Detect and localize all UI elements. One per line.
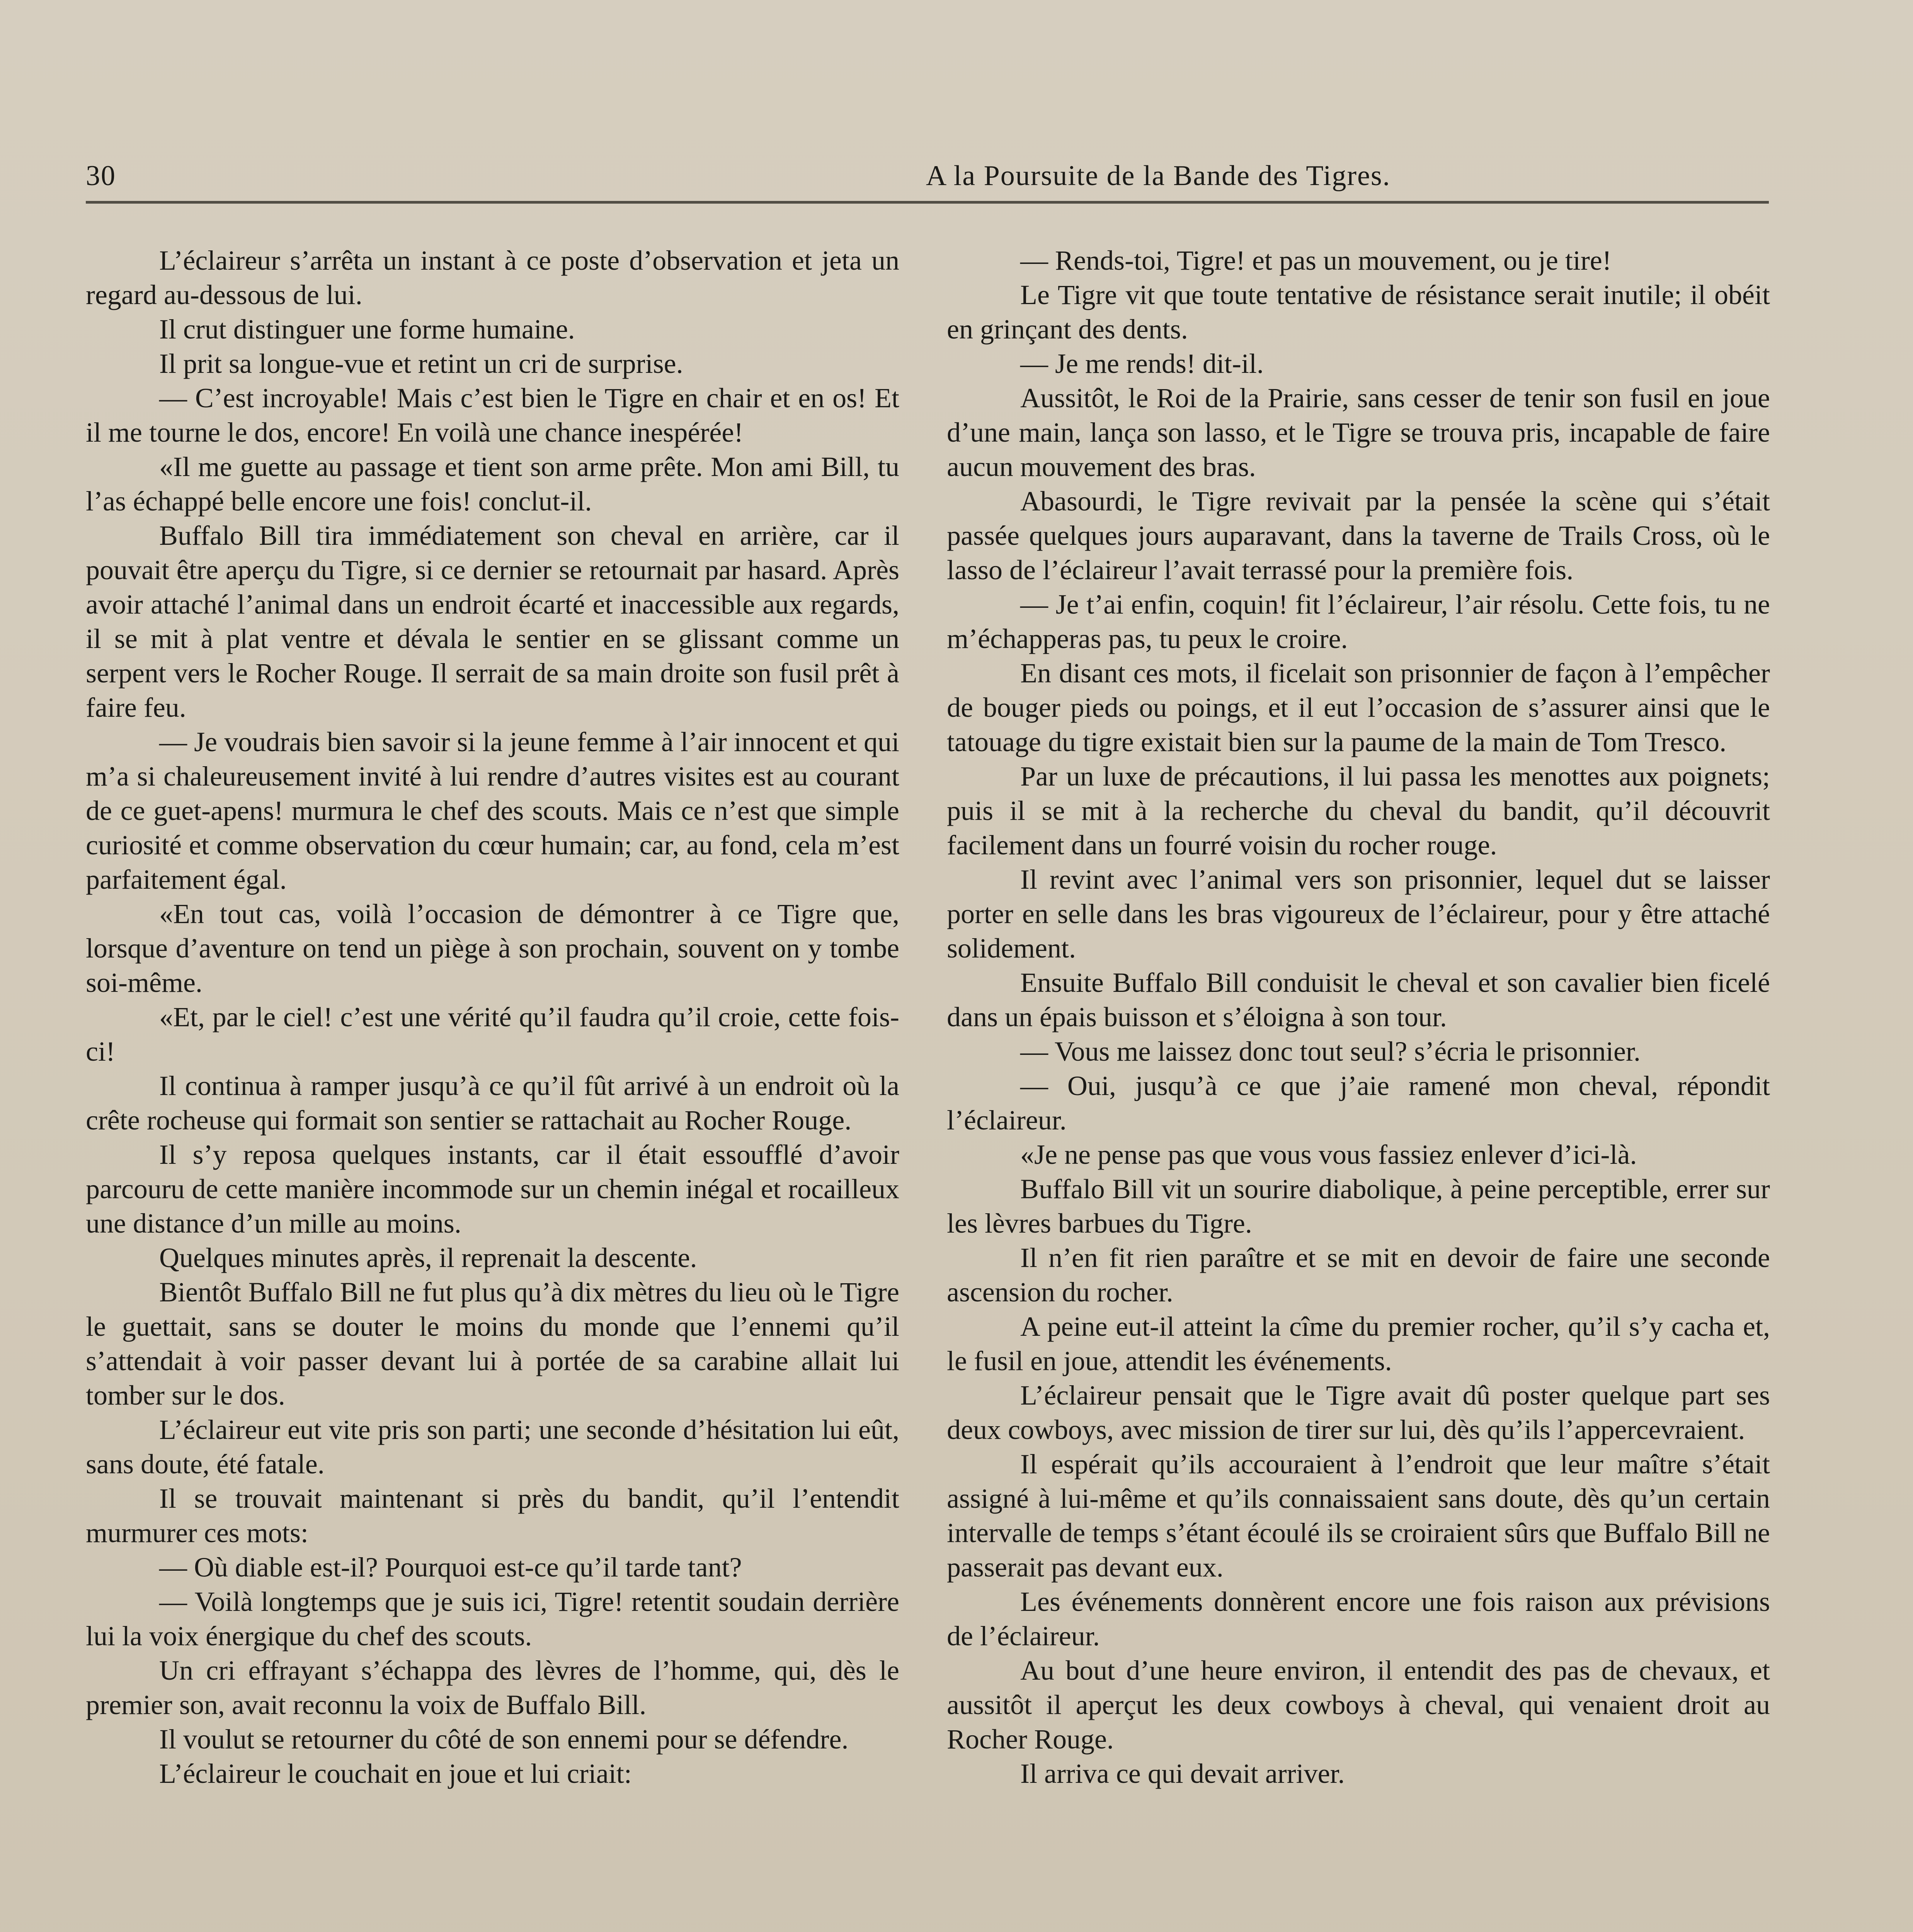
paragraph: Aussitôt, le Roi de la Prairie, sans cesser de tenir son fusil en joue d’une main, lança son lasso, et le Tigre se trouva pris, incapable de faire aucun mouvement des bras. [947, 383, 1770, 482]
paragraph: Buffalo Bill vit un sourire diabolique, à peine perceptible, errer sur les lèvres barbues du Tigre. [947, 1173, 1770, 1239]
paragraph: Les événements donnèrent encore une fois raison aux prévisions de l’éclaireur. [947, 1586, 1770, 1651]
paragraph: Il s’y reposa quelques instants, car il était essoufflé d’avoir parcouru de cette manière incommode sur un chemin inégal et rocailleux une distance d’un mille au moins. [86, 1139, 899, 1239]
paragraph: Un cri effrayant s’échappa des lèvres de l’homme, qui, dès le premier son, avait reconnu la voix de Buffalo Bill. [86, 1655, 899, 1720]
paragraph: Il n’en fit rien paraître et se mit en devoir de faire une seconde ascension du rocher. [947, 1242, 1770, 1308]
running-title: A la Poursuite de la Bande des Tigres. [926, 160, 1391, 192]
paragraph: Il se trouvait maintenant si près du bandit, qu’il l’entendit murmurer ces mots: [86, 1483, 899, 1548]
page-header [86, 153, 1769, 199]
paragraph: Buffalo Bill tira immédiatement son cheval en arrière, car il pouvait être aperçu du Tigre, si ce dernier se retournait par hasard. Après avoir attaché l’animal dans un endroit écarté et inaccessible aux regards, il se mit à plat ventre et dévala le sentier en se glissant comme un serpent vers le Rocher Rouge. Il serrait de sa main droite son fusil prêt à faire feu. [86, 520, 899, 723]
paragraph: Il revint avec l’animal vers son prisonnier, lequel dut se laisser porter en selle dans les bras vigoureux de l’éclaireur, pour y être attaché solidement. [947, 864, 1770, 964]
paragraph: «En tout cas, voilà l’occasion de démontrer à ce Tigre que, lorsque d’aventure on tend un piège à son prochain, souvent on y tombe soi-même. [86, 898, 899, 998]
paragraph: Il arriva ce qui devait arriver. [1020, 1758, 1345, 1789]
paragraph: Par un luxe de précautions, il lui passa les menottes aux poignets; puis il se mit à la recherche du cheval du bandit, qu’il découvrit facilement dans un fourré voisin du rocher rouge. [947, 761, 1770, 861]
paragraph: Il continua à ramper jusqu’à ce qu’il fût arrivé à un endroit où la crête rocheuse qui formait son sentier se rattachait au Rocher Rouge. [86, 1070, 899, 1136]
paragraph: — Voilà longtemps que je suis ici, Tigre! retentit soudain derrière lui la voix énergique du chef des scouts. [86, 1586, 899, 1651]
paragraph: — Vous me laissez donc tout seul? s’écria le prisonnier. [1020, 1036, 1641, 1067]
paragraph: «Je ne pense pas que vous vous fassiez enlever d’ici-là. [1020, 1139, 1637, 1170]
header-rule [86, 201, 1769, 204]
paragraph: L’éclaireur le couchait en joue et lui criait: [159, 1758, 632, 1789]
paragraph: Abasourdi, le Tigre revivait par la pensée la scène qui s’était passée quelques jours auparavant, dans la taverne de Trails Cross, où le lasso de l’éclaireur l’avait terrassé pour la première fois. [947, 486, 1770, 585]
page-number: 30 [86, 160, 116, 192]
paragraph: A peine eut-il atteint la cîme du premier rocher, qu’il s’y cacha et, le fusil en joue, attendit les événements. [947, 1311, 1770, 1376]
paragraph: Quelques minutes après, il reprenait la descente. [159, 1242, 697, 1273]
paragraph: — Je t’ai enfin, coquin! fit l’éclaireur, l’air résolu. Cette fois, tu ne m’échapperas pas, tu peux le croire. [947, 589, 1770, 654]
paragraph: Bientôt Buffalo Bill ne fut plus qu’à dix mètres du lieu où le Tigre le guettait, sans se douter le moins du monde que l’ennemi qu’il s’attendait à voir passer devant lui à portée de sa carabine allait lui tomber sur le dos. [86, 1277, 899, 1411]
paragraph: — C’est incroyable! Mais c’est bien le Tigre en chair et en os! Et il me tourne le dos, encore! En voilà une chance inespérée! [86, 383, 899, 448]
paragraph: — Je voudrais bien savoir si la jeune femme à l’air innocent et qui m’a si chaleureusement invité à lui rendre d’autres visites est au courant de ce guet-apens! murmura le chef des scouts. Mais ce n’est que simple curiosité et comme observation du cœur humain; car, au fond, cela m’est parfaitement égal. [86, 726, 899, 895]
paragraph: — Je me rends! dit-il. [1020, 348, 1264, 379]
paragraph: Il crut distinguer une forme humaine. [159, 314, 575, 345]
paragraph: L’éclaireur eut vite pris son parti; une seconde d’hésitation lui eût, sans doute, été fatale. [86, 1414, 899, 1480]
paragraph: Il voulut se retourner du côté de son ennemi pour se défendre. [159, 1724, 849, 1755]
paragraph: — Où diable est-il? Pourquoi est-ce qu’il tarde tant? [159, 1552, 742, 1583]
paragraph: Au bout d’une heure environ, il entendit des pas de chevaux, et aussitôt il aperçut les deux cowboys à cheval, qui venaient droit au Rocher Rouge. [947, 1655, 1770, 1755]
right-column [947, 243, 1770, 1932]
paragraph: L’éclaireur pensait que le Tigre avait dû poster quelque part ses deux cowboys, avec mission de tirer sur lui, dès qu’ils l’appercevraient. [947, 1380, 1770, 1445]
paragraph: «Il me guette au passage et tient son arme prête. Mon ami Bill, tu l’as échappé belle encore une fois! conclut-il. [86, 451, 899, 517]
paragraph: En disant ces mots, il ficelait son prisonnier de façon à l’empêcher de bouger pieds ou poings, et il eut l’occasion de s’assurer ainsi que le tatouage du tigre existait bien sur la paume de la main de Tom Tresco. [947, 658, 1770, 757]
paragraph: Ensuite Buffalo Bill conduisit le cheval et son cavalier bien ficelé dans un épais buisson et s’éloigna à son tour. [947, 967, 1770, 1032]
paragraph: Le Tigre vit que toute tentative de résistance serait inutile; il obéit en grinçant des dents. [947, 279, 1770, 345]
paragraph: «Et, par le ciel! c’est une vérité qu’il faudra qu’il croie, cette fois-ci! [86, 1002, 899, 1067]
paragraph: Il prit sa longue-vue et retint un cri de surprise. [159, 348, 683, 379]
paragraph: — Rends-toi, Tigre! et pas un mouvement, ou je tire! [1020, 245, 1612, 276]
paragraph: Il espérait qu’ils accouraient à l’endroit que leur maître s’était assigné à lui-même et qu’ils connaissaient sans doute, dès qu’un certain intervalle de temps s’étant écoulé ils se croiraient sûrs que Buffalo Bill ne passerait pas devant eux. [947, 1449, 1770, 1583]
paragraph: — Oui, jusqu’à ce que j’aie ramené mon cheval, répondit l’éclaireur. [947, 1070, 1770, 1136]
left-column [86, 243, 899, 1932]
paragraph: L’éclaireur s’arrêta un instant à ce poste d’observation et jeta un regard au-dessous de lui. [86, 245, 899, 310]
